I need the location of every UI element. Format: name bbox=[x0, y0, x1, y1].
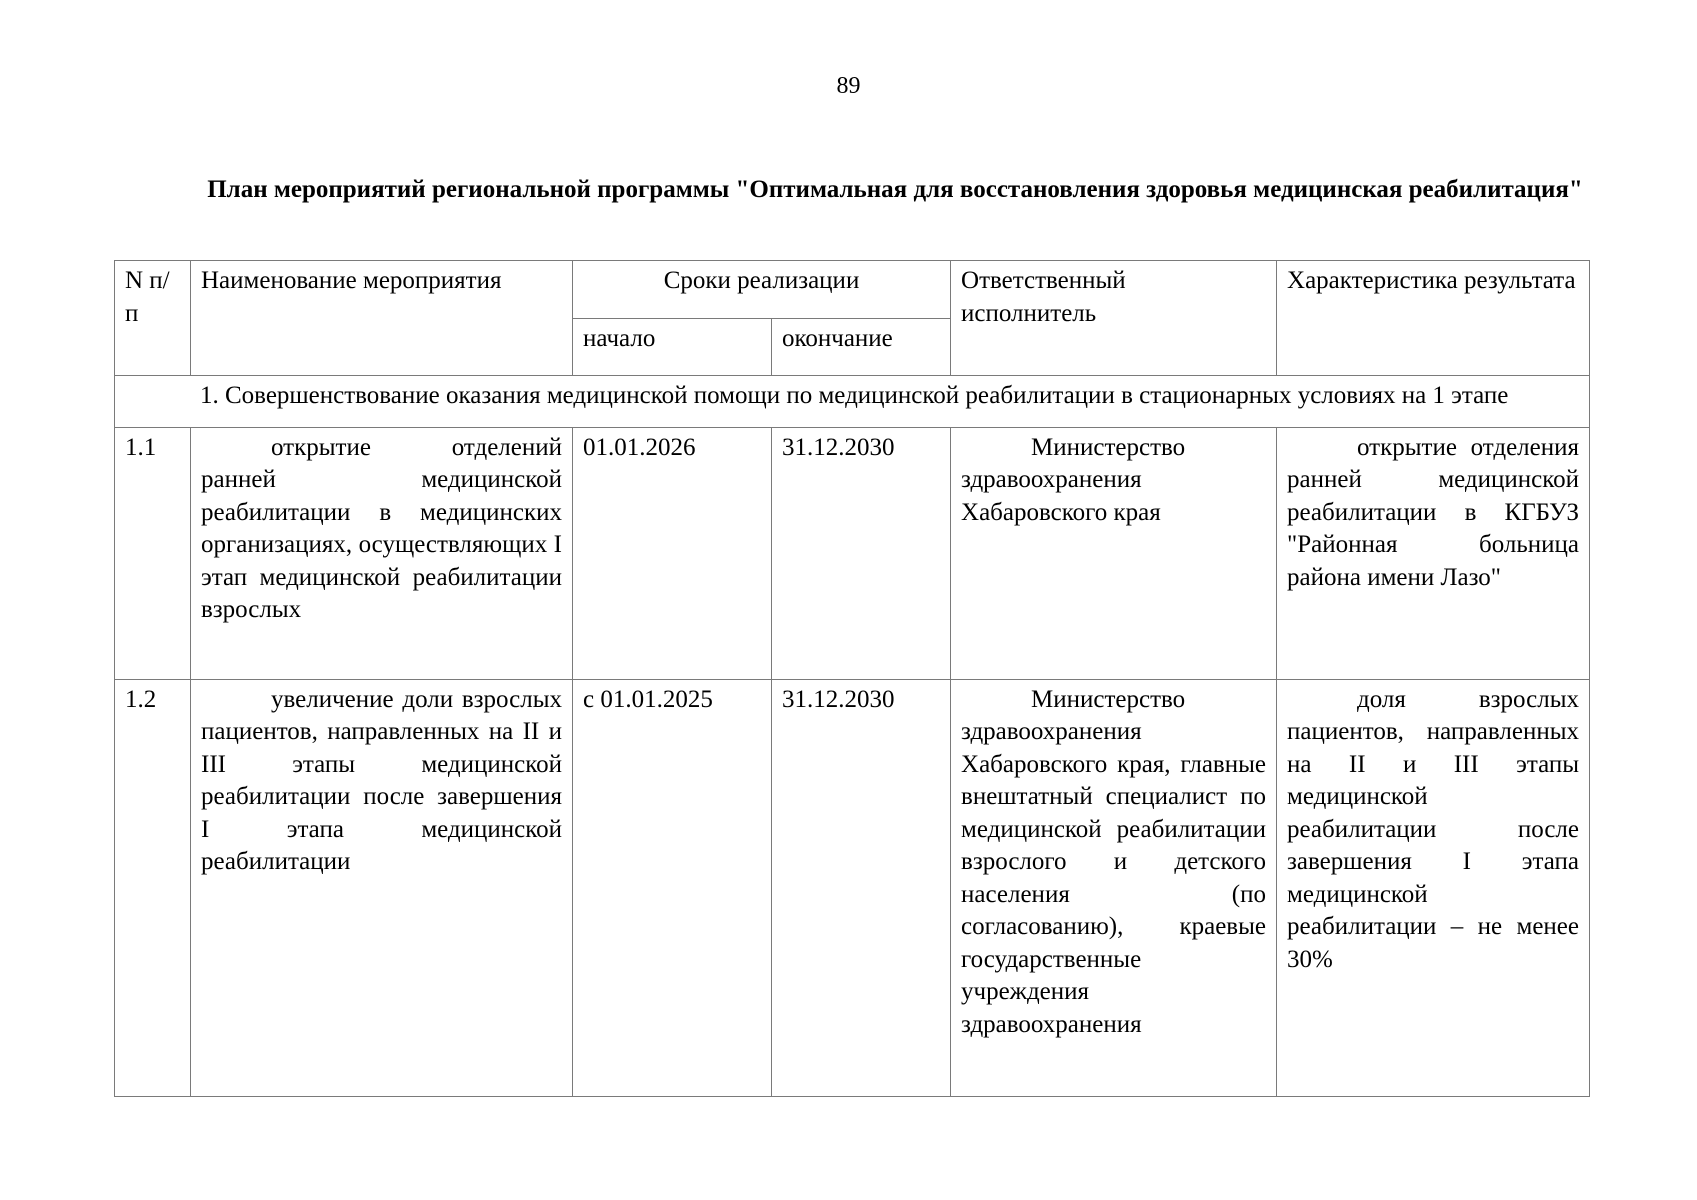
row-result: открытие отделения ранней медицинской реабилитации в КГБУЗ "Районная больница района имени Лазо" bbox=[1277, 427, 1590, 679]
header-end: окончание bbox=[772, 319, 951, 376]
table-row bbox=[115, 679, 1590, 1096]
header-result: Характеристика результата bbox=[1277, 261, 1590, 376]
header-name: Наименование мероприятия bbox=[191, 261, 573, 376]
header-num: N п/п bbox=[115, 261, 191, 376]
row-start: с 01.01.2025 bbox=[573, 679, 772, 1096]
section-row bbox=[115, 376, 1590, 428]
row-start: 01.01.2026 bbox=[573, 427, 772, 679]
row-num: 1.1 bbox=[115, 427, 191, 679]
header-start: начало bbox=[573, 319, 772, 376]
document-title: План мероприятий региональной программы "Оптимальная для восстановления здоровья медицинская реабилитация" bbox=[207, 176, 1583, 203]
page-number: 89 bbox=[836, 73, 861, 99]
row-name: увеличение доли взрослых пациентов, направленных на II и III этапы медицинской реабилитации после завершения I этапа медицинской реабилитации bbox=[191, 679, 573, 1096]
header-period: Сроки реализации bbox=[573, 261, 951, 319]
row-end: 31.12.2030 bbox=[772, 427, 951, 679]
header-responsible: Ответственный исполнитель bbox=[951, 261, 1277, 376]
section-heading: 1. Совершенствование оказания медицинской помощи по медицинской реабилитации в стационарных условиях на 1 этапе bbox=[115, 376, 1590, 428]
table-row bbox=[115, 427, 1590, 679]
row-responsible: Министерство здравоохранения Хабаровского края, главные внештатный специалист по медицинской реабилитации взрослого и детского населения (по согласованию), краевые государственные учреждения здравоохранения bbox=[951, 679, 1277, 1096]
plan-table bbox=[114, 260, 1590, 1097]
table-header-row bbox=[115, 261, 1590, 319]
row-num: 1.2 bbox=[115, 679, 191, 1096]
row-responsible: Министерство здравоохранения Хабаровского края bbox=[951, 427, 1277, 679]
row-result: доля взрослых пациентов, направленных на II и III этапы медицинской реабилитации после завершения I этапа медицинской реабилитации – не менее 30% bbox=[1277, 679, 1590, 1096]
row-end: 31.12.2030 bbox=[772, 679, 951, 1096]
row-name: открытие отделений ранней медицинской реабилитации в медицинских организациях, осуществляющих I этап медицинской реабилитации взрослых bbox=[191, 427, 573, 679]
